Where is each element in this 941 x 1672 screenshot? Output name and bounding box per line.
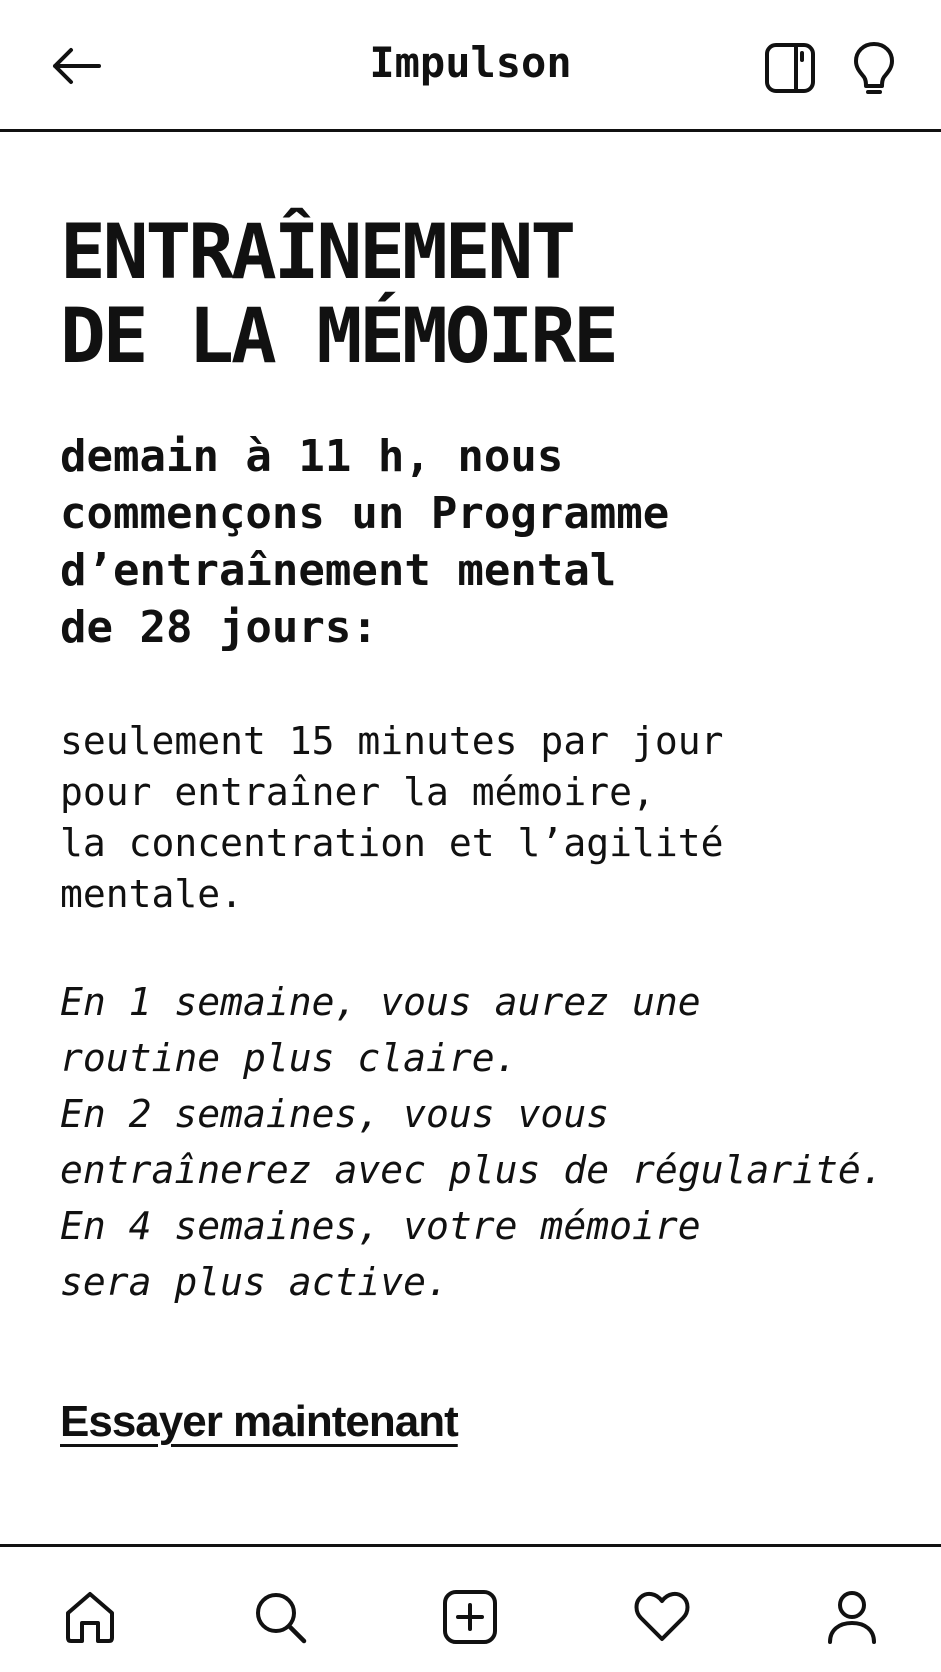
details-line: pour entraîner la mémoire, [60,770,655,814]
nav-likes-button[interactable] [632,1587,692,1647]
intro-line: de 28 jours: [60,602,378,653]
benefits-paragraph [60,974,900,1310]
benefits-line: routine plus claire. [60,1036,518,1080]
details-paragraph [60,716,900,920]
benefits-line: sera plus active. [60,1260,449,1304]
benefits-line: En 1 semaine, vous aurez une [60,980,701,1024]
nav-create-button[interactable] [440,1587,500,1647]
lightbulb-icon [852,41,896,95]
details-line: seulement 15 minutes par jour [60,719,724,763]
main-content [60,207,900,1448]
headline-line: DE LA MÉMOIRE [60,291,616,380]
intro-line: demain à 11 h, nous [60,431,564,482]
panel-button[interactable] [762,40,818,96]
panel-icon [764,42,816,94]
benefits-line: En 4 semaines, votre mémoire [60,1204,701,1248]
profile-icon [826,1589,878,1645]
details-line: mentale. [60,872,244,916]
heart-icon [633,1591,691,1643]
top-bar [0,0,941,132]
intro-paragraph [60,428,900,656]
details-line: la concentration et l’agilité [60,821,724,865]
nav-profile-button[interactable] [822,1587,882,1647]
plus-square-icon [442,1589,498,1645]
search-icon [252,1589,308,1645]
intro-line: d’entraînement mental [60,545,617,596]
benefits-line: En 2 semaines, vous vous [60,1092,610,1136]
intro-line: commençons un Programme [60,488,670,539]
home-icon [62,1589,118,1645]
bottom-nav [0,1544,941,1672]
nav-home-button[interactable] [60,1587,120,1647]
headline-line: ENTRAÎNEMENT [60,207,574,296]
headline [60,207,900,380]
app-title: Impulson [369,38,572,87]
nav-search-button[interactable] [250,1587,310,1647]
try-now-link[interactable]: Essayer maintenant [60,1397,458,1446]
lightbulb-button[interactable] [846,40,902,96]
benefits-line: entraînerez avec plus de régularité. [60,1148,884,1192]
